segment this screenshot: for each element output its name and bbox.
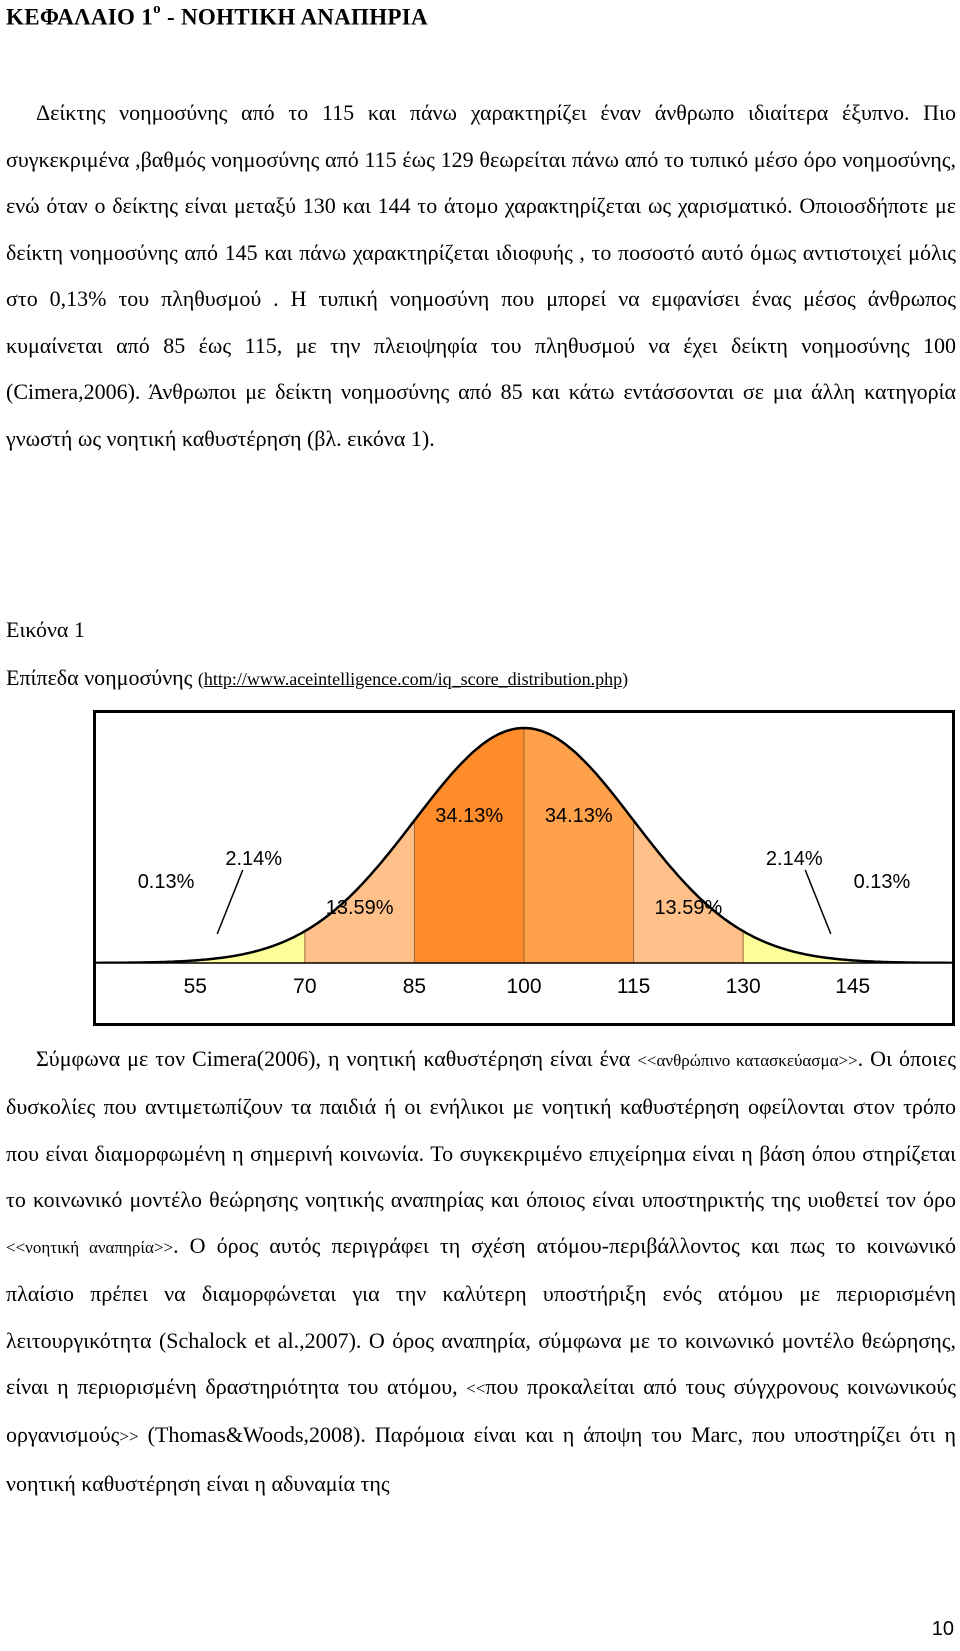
p2-quote-open: <<	[466, 1379, 486, 1399]
p2-part-i: (Thomas&Woods,2008). Παρόμοια είναι και η άποψη του Marc, που υποστηρίζει ότι η νοητική καθυστέρηση είναι η αδυναμία της	[6, 1422, 956, 1496]
figure-label: Εικόνα 1	[6, 617, 85, 642]
p2-quote-text: που προκαλείται από τους σύγχρονους κοινωνικούς οργανισμούς	[6, 1374, 956, 1448]
chapter-heading-pre: ΚΕΦΑΛΑΙΟ 1	[6, 4, 154, 30]
p2-quote-intellectual-disability: <<νοητική αναπηρία>>	[6, 1238, 174, 1258]
p2-part-e: . Ο όρος αυτός περιγράφει τη σχέση ατόμου-περιβάλλοντος και πως το κοινωνικό πλαίσιο πρέπει να διαμορφώνεται για την καλύτερη υποστήριξη ενός ατόμου με περιορισμένη λειτουργικότητα (Schalock et al.,2007). Ο όρος αναπηρία, σύμφωνα με το κοινωνικό μοντέλο θεώρησης, είναι η περιορισμένη δραστηριότητα του ατόμου,	[6, 1233, 956, 1400]
paragraph-social-model	[6, 1036, 956, 1507]
figure-caption-paren-open: (	[197, 669, 204, 689]
label-34-13-right: 34.13%	[544, 805, 613, 827]
figure-caption-text: Επίπεδα νοημοσύνης	[6, 665, 198, 690]
figure-source-link[interactable]: http://www.aceintelligence.com/iq_score_distribution.php	[203, 669, 623, 689]
x-tick-label-2: 85	[402, 975, 427, 998]
label-34-13-left: 34.13%	[435, 805, 504, 827]
label-2-14-right: 2.14%	[765, 848, 823, 870]
label-0-13-right: 0.13%	[853, 871, 911, 893]
p2-quote-human-construct: <<ανθρώπινο κατασκεύασμα>>	[637, 1051, 858, 1070]
figure-caption	[6, 665, 628, 691]
p2-part-c: . Οι όποιες δυσκολίες που αντιμετωπίζουν τα παιδιά ή οι ενήλικοι με νοητική καθυστέρηση οφείλονται στον τρόπο που είναι διαμορφωμένη η σημερινή κοινωνία. Το συγκεκριμένο επιχείρημα είναι η βάση όπου στηρίζεται το κοινωνικό μοντέλο θεώρησης νοητικής αναπηρίας και όποιος είναι υποστηρικτής της υιοθετεί τον όρο	[6, 1046, 956, 1212]
x-tick-label-1: 70	[293, 975, 317, 998]
page-number: 10	[931, 1618, 954, 1640]
x-tick-label-4: 115	[616, 975, 651, 998]
paragraph-intelligence-levels: Δείκτης νοημοσύνης από το 115 και πάνω χαρακτηρίζει έναν άνθρωπο ιδιαίτερα έξυπνο. Πιο συγκεκριμένα ,βαθμός νοημοσύνης από 115 έως 129 θεωρείται πάνω από το τυπικό μέσο όρο νοημοσύνης, ενώ όταν ο δείκτης είναι μεταξύ 130 και 144 το άτομο χαρακτηρίζεται ως χαρισματικό. Οποιοσδήποτε με δείκτη νοημοσύνης από 145 και πάνω χαρακτηρίζεται ιδιοφυής , το ποσοστό αυτό όμως αντιστοιχεί μόλις στο 0,13% του πληθυσμού . Η τυπική νοημοσύνη που μπορεί να εμφανίσει ένας μέσος άνθρωπος κυμαίνεται από 85 έως 115, με την πλειοψηφία του πληθυσμού να έχει δείκτη νοημοσύνης 100 (Cimera,2006). Άνθρωποι με δείκτη νοημοσύνης από 85 και κάτω εντάσσονται σε μια άλλη κατηγορία γνωστή ως νοητική καθυστέρηση (βλ. εικόνα 1).	[6, 100, 956, 451]
label-2-14-left: 2.14%	[225, 848, 283, 870]
x-tick-label-6: 145	[835, 975, 871, 998]
chapter-heading-sup: ο	[153, 1, 161, 17]
p2-part-a: Σύμφωνα με τον Cimera(2006), η νοητική καθυστέρηση είναι ένα	[36, 1046, 638, 1071]
p2-quote-close: >>	[119, 1427, 139, 1447]
x-tick-label-0: 55	[183, 975, 207, 998]
chapter-heading	[6, 1, 428, 31]
x-tick-label-5: 130	[725, 975, 761, 998]
label-0-13-left: 0.13%	[137, 871, 195, 893]
figure-caption-paren-close: )	[622, 669, 629, 689]
label-13-59-left: 13.59%	[325, 897, 394, 919]
label-13-59-right: 13.59%	[654, 897, 723, 919]
chapter-heading-post: - ΝΟΗΤΙΚΗ ΑΝΑΠΗΡΙΑ	[160, 4, 428, 30]
iq-distribution-chart	[93, 710, 955, 1026]
x-tick-label-3: 100	[506, 975, 542, 998]
